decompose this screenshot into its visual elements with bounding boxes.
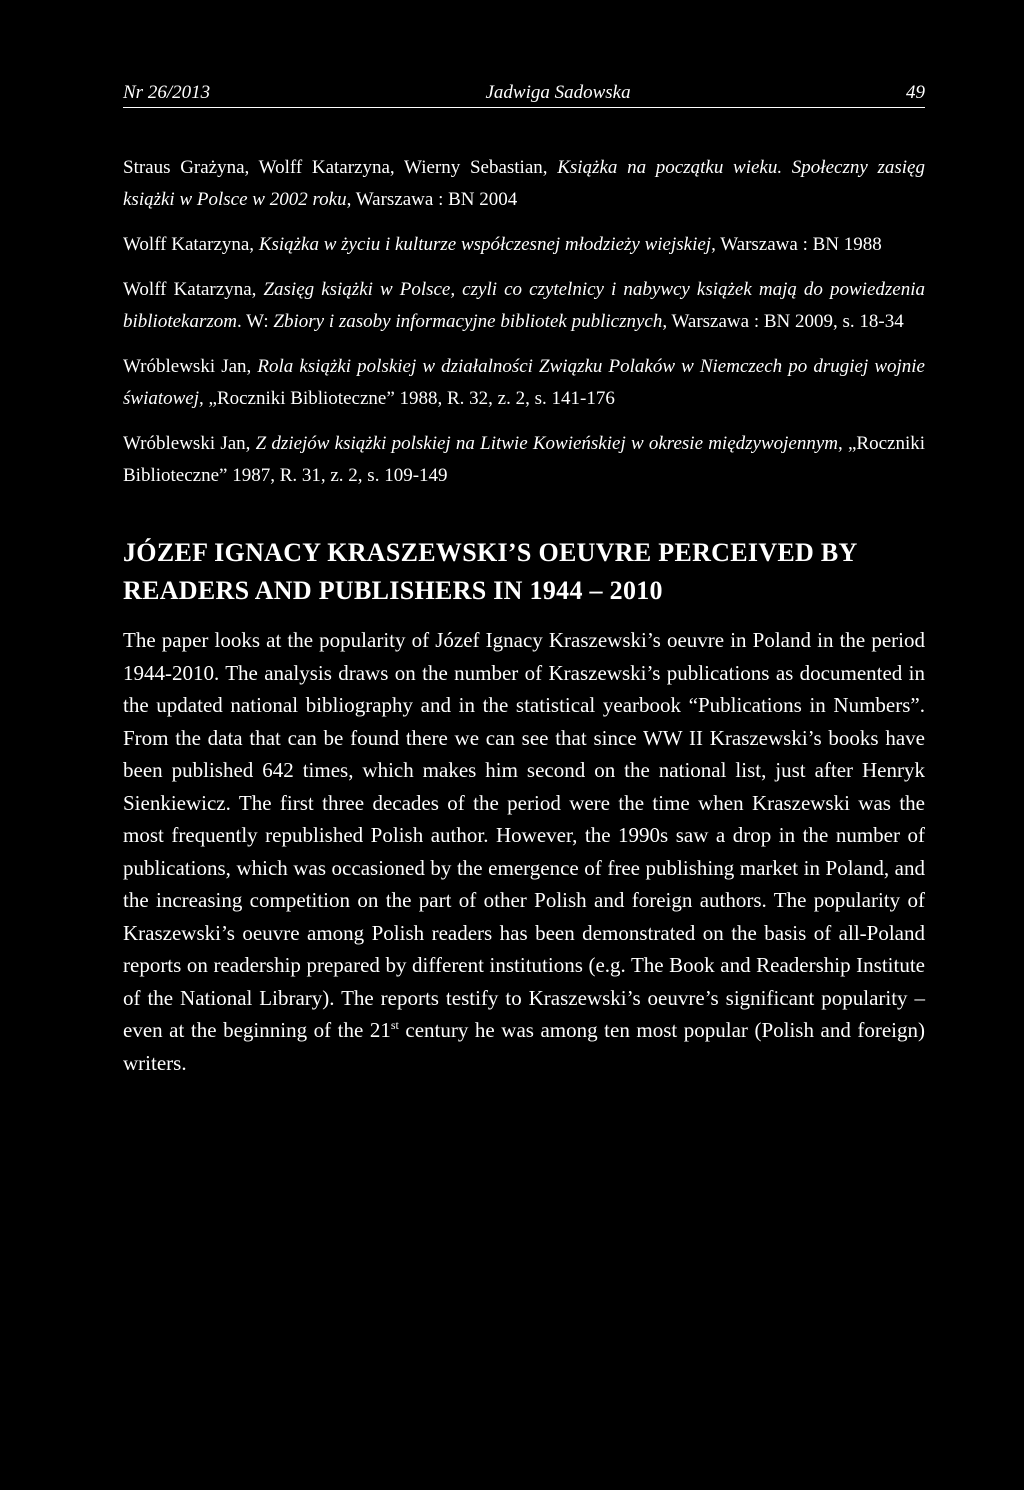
page-number: 49 [906, 82, 925, 103]
reference-item [123, 229, 925, 261]
reference-title: Rola książki polskiej w działalności Związku Polaków w Niemczech po drugiej wojnie światowej [123, 356, 925, 409]
reference-segment: , Warszawa : BN 2004 [346, 189, 518, 210]
reference-segment: Straus Grażyna, Wolff Katarzyna, Wierny Sebastian, [123, 157, 558, 178]
reference-item [123, 152, 925, 216]
reference-segment: Wolff Katarzyna, [123, 279, 264, 300]
reference-item [123, 428, 925, 492]
reference-segment: , „Roczniki Biblioteczne” 1988, R. 32, z. 2, s. 141-176 [199, 388, 615, 409]
reference-title: Zasięg książki w Polsce, czyli co czytelnicy i nabywcy książek mają do powiedzenia bibliotekarzom [123, 279, 925, 332]
reference-title: Książka w życiu i kulturze współczesnej młodzieży wiejskiej [258, 234, 712, 255]
reference-segment: Wróblewski Jan, [123, 433, 256, 454]
reference-segment: , Warszawa : BN 1988 [711, 234, 882, 255]
reference-segment: , Warszawa : BN 2009, s. 18-34 [662, 311, 904, 332]
reference-list [123, 152, 925, 492]
abstract-text-end: century he was among ten most popular (Polish and foreign) writers. [123, 1018, 925, 1075]
reference-segment: , „Roczniki Biblioteczne” 1987, R. 31, z. 2, s. 109-149 [123, 433, 926, 486]
header-author: Jadwiga Sadowska [485, 82, 631, 103]
reference-segment: Wolff Katarzyna, [123, 234, 259, 255]
issue-number: Nr 26/2013 [123, 82, 211, 103]
reference-title: Książka na początku wieku. Społeczny zasięg książki w Polsce w 2002 roku [123, 157, 925, 210]
ordinal-superscript: st [390, 1018, 399, 1032]
reference-title: Z dziejów książki polskiej na Litwie Kowieńskiej w okresie międzywojennym [255, 433, 839, 454]
running-header [123, 80, 925, 108]
reference-item [123, 274, 925, 338]
document-page [123, 80, 925, 1100]
reference-item [123, 351, 925, 415]
reference-segment: Wróblewski Jan, [123, 356, 258, 377]
abstract-text: The paper looks at the popularity of Józef Ignacy Kraszewski’s oeuvre in Poland in the period 1944-2010. The analysis draws on the number of Kraszewski’s publications as documented in the updated national bibliography and in the statistical yearbook “Publications in Numbers”. From the data that can be found there we can see that since WW II Kraszewski’s books have been published 642 times, which makes him second on the national list, just after Henryk Sienkiewicz. The first three decades of the period were the time when Kraszewski was the most frequently republished Polish author. However, the 1990s saw a drop in the number of publications, which was occasioned by the emergence of free publishing market in Poland, and the increasing competition on the part of other Polish and foreign authors. The popularity of Kraszewski’s oeuvre among Polish readers has been demonstrated on the basis of all-Poland reports on readership prepared by different institutions (e.g. The Book and Readership Institute of the National Library). The reports testify to Kraszewski’s oeuvre’s significant popularity – even at the beginning of the 21 [123, 628, 925, 1042]
reference-title: Zbiory i zasoby informacyjne bibliotek publicznych [273, 311, 663, 332]
abstract-body [123, 624, 925, 1079]
reference-segment: . W: [237, 311, 274, 332]
abstract-title: JÓZEF IGNACY KRASZEWSKI’S OEUVRE PERCEIVED BY READERS AND PUBLISHERS IN 1944 – 2010 [123, 538, 857, 605]
